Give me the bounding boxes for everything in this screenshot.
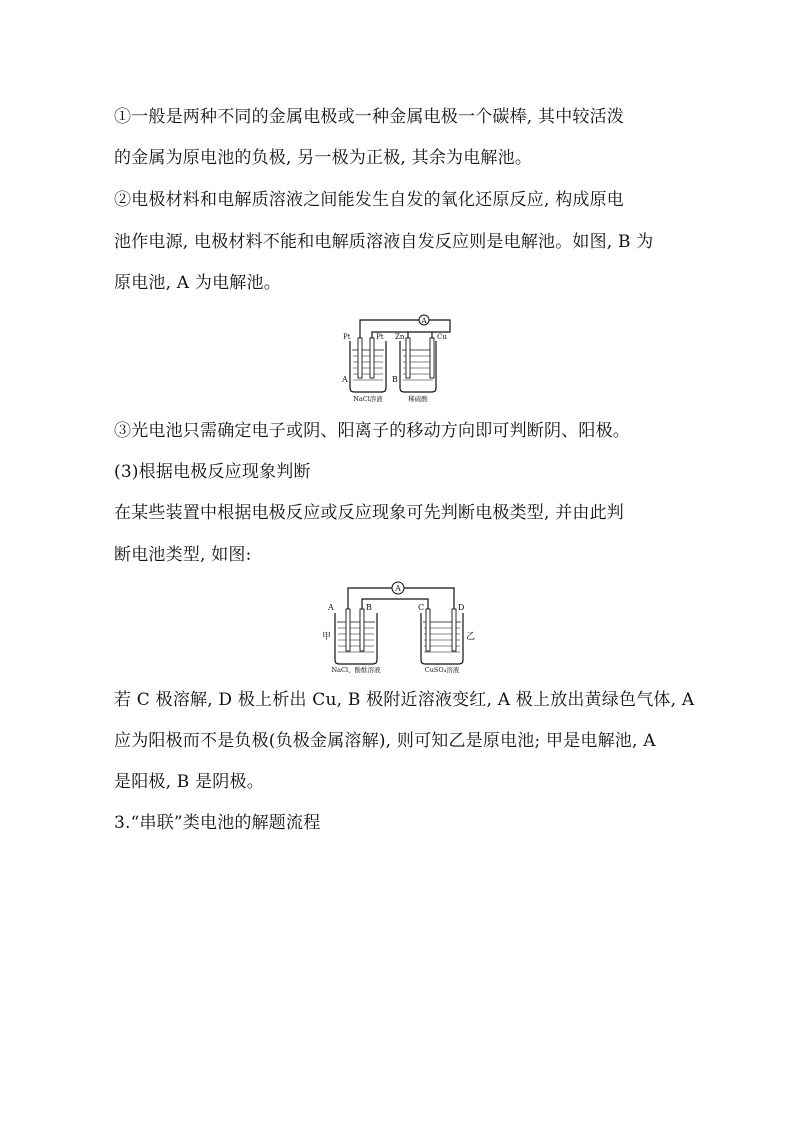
figure-electrochem-cells-2 (318, 577, 478, 674)
svg-text:Cu: Cu (437, 333, 447, 341)
paragraph-line: (3)根据电极反应现象判断 (114, 462, 311, 482)
svg-text:乙: 乙 (466, 632, 476, 642)
paragraph-line: 断电池类型, 如图: (114, 545, 252, 565)
svg-text:A: A (328, 603, 334, 612)
svg-text:CuSO₄溶液: CuSO₄溶液 (424, 666, 460, 674)
section-heading: 3.“串联”类电池的解题流程 (114, 813, 321, 833)
paragraph-line: 是阳极, B 是阴极。 (114, 772, 264, 792)
svg-text:Zn: Zn (395, 333, 405, 341)
paragraph-line: 原电池, A 为电解池。 (114, 273, 281, 293)
paragraph-line: 应为阳极而不是负极(负极金属溶解), 则可知乙是原电池; 甲是电解池, A (114, 731, 656, 751)
svg-text:Pt: Pt (376, 333, 384, 341)
figure-electrochem-cells-1 (338, 310, 464, 404)
svg-text:甲: 甲 (322, 632, 332, 642)
svg-text:Pt: Pt (343, 333, 351, 341)
paragraph-line: ②电极材料和电解质溶液之间能发生自发的氧化还原反应, 构成原电 (114, 190, 625, 210)
svg-text:D: D (458, 603, 465, 612)
paragraph-line: ③光电池只需确定电子或阴、阳离子的移动方向即可判断阴、阳极。 (114, 421, 630, 441)
svg-text:C: C (418, 603, 425, 612)
svg-text:NaCl溶液: NaCl溶液 (353, 395, 383, 403)
svg-text:B: B (392, 375, 398, 384)
diagram-svg (338, 310, 464, 404)
paragraph-line: ①一般是两种不同的金属电极或一种金属电极一个碳棒, 其中较活泼 (114, 107, 625, 127)
paragraph-line: 在某些装置中根据电极反应或反应现象可先判断电极类型, 并由此判 (114, 503, 625, 523)
paragraph-line: 的金属为原电池的负极, 另一极为正极, 其余为电解池。 (114, 148, 533, 168)
svg-text:稀硫酸: 稀硫酸 (408, 395, 428, 403)
svg-text:NaCl、酚酞溶液: NaCl、酚酞溶液 (331, 666, 381, 674)
svg-text:A: A (342, 375, 348, 384)
diagram-svg (318, 577, 478, 674)
svg-text:A: A (421, 317, 427, 325)
svg-text:B: B (366, 603, 372, 612)
paragraph-line: 若 C 极溶解, D 极上析出 Cu, B 极附近溶液变红, A 极上放出黄绿色气体, A (114, 690, 695, 710)
svg-text:A: A (395, 584, 401, 593)
paragraph-line: 池作电源, 电极材料不能和电解质溶液自发反应则是电解池。如图, B 为 (114, 232, 654, 252)
